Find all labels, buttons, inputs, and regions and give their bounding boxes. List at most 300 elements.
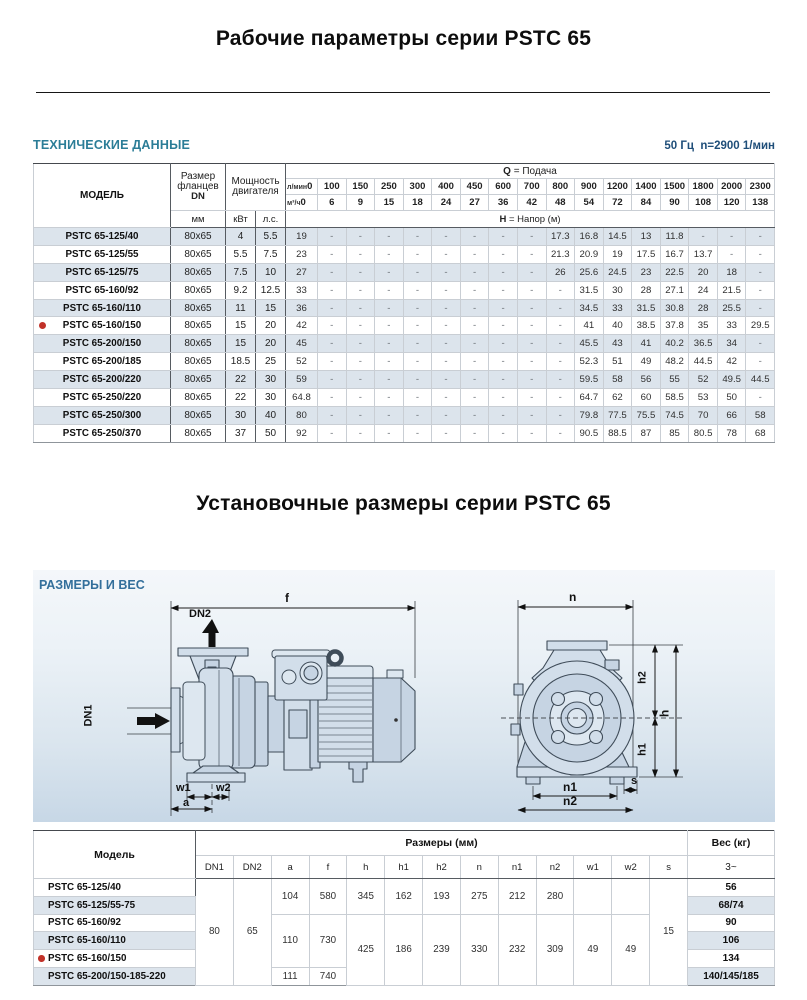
hp-header: л.с. [256, 211, 286, 228]
model-cell: PSTC 65-200/185 [34, 353, 171, 371]
model-cell: PSTC 65-125/55-75 [34, 896, 196, 914]
tech-table-row [34, 335, 775, 353]
head-value-cell: 21.3 [546, 245, 575, 263]
flange-cell: 80x65 [171, 228, 226, 246]
dim-value-cell: 110 [271, 914, 309, 967]
head-value-cell: - [318, 299, 347, 317]
flange-cell: 80x65 [171, 371, 226, 389]
dim-value-cell [612, 879, 650, 915]
head-value-cell: 27.1 [660, 281, 689, 299]
head-value-cell: 22.5 [660, 263, 689, 281]
head-value-cell: 52.3 [575, 353, 604, 371]
dim-col-header: DN1 [196, 856, 234, 879]
head-value-cell: - [318, 406, 347, 424]
head-value-cell: 64.8 [286, 389, 318, 407]
head-value-cell: 16.8 [575, 228, 604, 246]
weight-cell: 56 [688, 879, 775, 897]
head-value-cell: 44.5 [689, 353, 718, 371]
dim-label-a: a [183, 797, 190, 809]
kw-cell: 7.5 [226, 263, 256, 281]
tech-table-row [34, 424, 775, 442]
head-value-cell: - [432, 317, 461, 335]
head-value-cell: - [489, 389, 518, 407]
head-value-cell: - [432, 299, 461, 317]
head-value-cell: 49 [632, 353, 661, 371]
flow-lmin-value: 1400 [632, 179, 661, 195]
head-value-cell: - [375, 335, 404, 353]
divider-rule [36, 92, 770, 93]
tech-table-row [34, 389, 775, 407]
head-value-cell: - [318, 263, 347, 281]
hp-cell: 50 [256, 424, 286, 442]
head-value-cell: 53 [689, 389, 718, 407]
head-value-cell: - [432, 406, 461, 424]
kw-cell: 11 [226, 299, 256, 317]
head-value-cell: 48.2 [660, 353, 689, 371]
weight-cell: 134 [688, 950, 775, 968]
hp-cell: 15 [256, 299, 286, 317]
tech-table-row [34, 371, 775, 389]
head-value-cell: 30 [603, 281, 632, 299]
head-value-cell: 36.5 [689, 335, 718, 353]
hp-cell: 30 [256, 389, 286, 407]
head-value-cell: - [403, 317, 432, 335]
head-value-cell: - [489, 299, 518, 317]
head-value-cell: 43 [603, 335, 632, 353]
flow-m3h-zero-cell: м³/ч0 [286, 195, 318, 211]
head-value-cell: - [460, 424, 489, 442]
pump-side-view-drawing [127, 601, 415, 816]
dim-label-h: h [657, 709, 672, 718]
head-value-cell: 35 [689, 317, 718, 335]
head-value-cell: - [375, 424, 404, 442]
head-value-cell: - [432, 245, 461, 263]
head-value-cell: 26 [546, 263, 575, 281]
head-value-cell: - [346, 299, 375, 317]
head-value-cell: 24 [689, 281, 718, 299]
head-value-cell: 20 [689, 263, 718, 281]
head-value-cell: - [517, 317, 546, 335]
model-cell: PSTC 65-125/55 [34, 245, 171, 263]
kw-cell: 22 [226, 389, 256, 407]
head-value-cell: 16.7 [660, 245, 689, 263]
head-value-cell: 36 [286, 299, 318, 317]
head-value-cell: 33 [286, 281, 318, 299]
flow-m3h-value: 24 [432, 195, 461, 211]
head-value-cell: - [746, 299, 775, 317]
head-value-cell: - [489, 228, 518, 246]
head-value-cell: 58.5 [660, 389, 689, 407]
dim-value-cell [574, 879, 612, 915]
dimensions-section-heading: РАЗМЕРЫ И ВЕС [39, 578, 145, 592]
flow-lmin-value: 100 [318, 179, 347, 195]
tech-table-row [34, 263, 775, 281]
dim-value-cell: 212 [498, 879, 536, 915]
head-value-cell: - [746, 263, 775, 281]
tech-table-row [34, 406, 775, 424]
front-discharge-flange [547, 641, 607, 650]
q-flow-header: Q = Подача [286, 164, 775, 179]
tech-table-row [34, 245, 775, 263]
motor-foot [349, 762, 367, 782]
head-value-cell: 40.2 [660, 335, 689, 353]
frequency-note: 50 Гц n=2900 1/мин [664, 140, 775, 152]
head-value-cell: 87 [632, 424, 661, 442]
head-value-cell: 60 [632, 389, 661, 407]
head-value-cell: - [460, 335, 489, 353]
head-value-cell: - [375, 317, 404, 335]
flow-lmin-value: 250 [375, 179, 404, 195]
head-value-cell: 55 [660, 371, 689, 389]
model-cell: PSTC 65-160/150 [34, 950, 196, 968]
model-cell: PSTC 65-200/220 [34, 371, 171, 389]
head-value-cell: - [318, 371, 347, 389]
head-value-cell: 24.5 [603, 263, 632, 281]
head-value-cell: - [346, 281, 375, 299]
head-value-cell: - [403, 263, 432, 281]
flange-cell: 80x65 [171, 299, 226, 317]
kw-cell: 15 [226, 335, 256, 353]
highlight-dot [39, 322, 46, 329]
head-value-cell: - [318, 317, 347, 335]
flow-m3h-value: 120 [717, 195, 746, 211]
model-cell: PSTC 65-125/40 [34, 879, 196, 897]
flow-lmin-zero-cell: л/мин0 [286, 179, 318, 195]
hp-cell: 20 [256, 335, 286, 353]
head-value-cell: 58 [603, 371, 632, 389]
head-value-cell: 75.5 [632, 406, 661, 424]
dim-label-w2: w2 [216, 782, 231, 794]
head-value-cell: 34 [717, 335, 746, 353]
head-value-cell: - [346, 335, 375, 353]
head-value-cell: - [403, 335, 432, 353]
flange-cell: 80x65 [171, 281, 226, 299]
hp-cell: 30 [256, 371, 286, 389]
head-value-cell: - [460, 299, 489, 317]
dim-value-cell: 330 [460, 914, 498, 985]
head-value-cell: 88.5 [603, 424, 632, 442]
dim-value-cell: 186 [385, 914, 423, 985]
dim-col-header: f [309, 856, 347, 879]
head-value-cell: - [403, 406, 432, 424]
hp-cell: 40 [256, 406, 286, 424]
head-value-cell: - [546, 424, 575, 442]
head-value-cell: 25.5 [717, 299, 746, 317]
weight-cell: 68/74 [688, 896, 775, 914]
head-value-cell: 51 [603, 353, 632, 371]
weight-phase-header: 3~ [688, 856, 775, 879]
head-value-cell: - [460, 353, 489, 371]
head-value-cell: - [346, 424, 375, 442]
head-value-cell: - [517, 424, 546, 442]
head-value-cell: - [546, 335, 575, 353]
head-value-cell: 78 [717, 424, 746, 442]
head-value-cell: - [546, 281, 575, 299]
hp-cell: 12.5 [256, 281, 286, 299]
flow-lmin-value: 150 [346, 179, 375, 195]
dim-label-w1: w1 [176, 782, 191, 794]
tech-data-header-row [33, 138, 775, 152]
head-value-cell: - [403, 228, 432, 246]
head-value-cell: - [318, 353, 347, 371]
head-value-cell: - [432, 371, 461, 389]
flow-lmin-value: 800 [546, 179, 575, 195]
head-value-cell: - [432, 263, 461, 281]
model-cell: PSTC 65-200/150 [34, 335, 171, 353]
head-value-cell: - [489, 371, 518, 389]
head-value-cell: - [489, 281, 518, 299]
head-value-cell: - [517, 406, 546, 424]
dim-label-h2: h2 [636, 671, 649, 684]
tech-table-head [34, 164, 775, 228]
head-value-cell: - [318, 389, 347, 407]
head-value-cell: - [432, 281, 461, 299]
dim-label-h1: h1 [636, 743, 649, 756]
weight-cell: 90 [688, 914, 775, 932]
head-value-cell: 41 [632, 335, 661, 353]
head-value-cell: - [517, 263, 546, 281]
tech-table-row [34, 353, 775, 371]
head-value-cell: - [489, 245, 518, 263]
dim-col-header: s [650, 856, 688, 879]
flow-m3h-value: 138 [746, 195, 775, 211]
dim-value-cell: 49 [612, 914, 650, 985]
terminal-box [272, 650, 330, 700]
dim-value-cell: 280 [536, 879, 574, 915]
kw-cell: 15 [226, 317, 256, 335]
head-value-cell: 14.5 [603, 228, 632, 246]
pump-drawings [33, 570, 775, 822]
head-value-cell: - [746, 389, 775, 407]
dim-col-header: h1 [385, 856, 423, 879]
flow-lmin-value: 2300 [746, 179, 775, 195]
flange-cell: 80x65 [171, 263, 226, 281]
head-value-cell: 90.5 [575, 424, 604, 442]
head-value-cell: 27 [286, 263, 318, 281]
head-value-cell: - [489, 263, 518, 281]
flange-dn-label: DN [191, 191, 205, 202]
head-value-cell: 19 [286, 228, 318, 246]
head-value-cell: - [346, 317, 375, 335]
weight-cell: 140/145/185 [688, 967, 775, 985]
head-value-cell: - [546, 299, 575, 317]
flow-m3h-value: 42 [517, 195, 546, 211]
model-cell: PSTC 65-160/92 [34, 281, 171, 299]
col-header-power: Мощность двигателя [226, 164, 286, 211]
head-value-cell: - [489, 317, 518, 335]
dim-table-head [34, 831, 775, 879]
dim-value-cell: 740 [309, 967, 347, 985]
head-value-cell: 50 [717, 389, 746, 407]
tech-table-row [34, 317, 775, 335]
hp-cell: 10 [256, 263, 286, 281]
dim-value-cell: 49 [574, 914, 612, 985]
kw-cell: 22 [226, 371, 256, 389]
dim-value-cell: 239 [423, 914, 461, 985]
kw-cell: 9.2 [226, 281, 256, 299]
model-cell: PSTC 65-250/220 [34, 389, 171, 407]
flow-lmin-value: 900 [575, 179, 604, 195]
model-cell: PSTC 65-160/110 [34, 299, 171, 317]
fan-cover [373, 678, 415, 762]
head-value-cell: - [517, 299, 546, 317]
head-value-cell: 11.8 [660, 228, 689, 246]
dim-col-header: DN2 [233, 856, 271, 879]
dim-value-cell: 232 [498, 914, 536, 985]
head-value-cell: - [432, 353, 461, 371]
head-value-cell: - [689, 228, 718, 246]
head-value-cell: - [403, 424, 432, 442]
head-value-cell: 37.8 [660, 317, 689, 335]
dim-label-s: s [631, 775, 638, 787]
head-value-cell: - [346, 263, 375, 281]
flow-m3h-value: 9 [346, 195, 375, 211]
head-value-cell: - [489, 406, 518, 424]
model-cell: PSTC 65-160/150 [34, 317, 171, 335]
tech-data-heading: ТЕХНИЧЕСКИЕ ДАННЫЕ [33, 138, 191, 152]
head-value-cell: 41 [575, 317, 604, 335]
col-header-model: МОДЕЛЬ [34, 164, 171, 228]
head-value-cell: - [403, 353, 432, 371]
head-header: Н = Напор (м) [286, 211, 775, 228]
head-value-cell: 45 [286, 335, 318, 353]
head-value-cell: 33 [603, 299, 632, 317]
dim-col-header: h [347, 856, 385, 879]
flange-cell: 80x65 [171, 317, 226, 335]
head-value-cell: 74.5 [660, 406, 689, 424]
dim-label-f: f [285, 591, 289, 605]
head-value-cell: - [460, 263, 489, 281]
head-value-cell: - [517, 228, 546, 246]
tech-table-row [34, 228, 775, 246]
dim-value-cell: 104 [271, 879, 309, 915]
dim-col-header: n1 [498, 856, 536, 879]
dims-group-header: Размеры (мм) [196, 831, 688, 856]
flow-m3h-value: 90 [660, 195, 689, 211]
dim-value-cell: 730 [309, 914, 347, 967]
model-cell: PSTC 65-200/150-185-220 [34, 967, 196, 985]
head-value-cell: - [546, 317, 575, 335]
head-value-cell: - [346, 406, 375, 424]
dimensions-weight-table [33, 830, 775, 986]
head-value-cell: - [375, 389, 404, 407]
dim-value-cell: 111 [271, 967, 309, 985]
head-value-cell: - [746, 281, 775, 299]
head-value-cell: - [375, 406, 404, 424]
model-cell: PSTC 65-160/110 [34, 932, 196, 950]
head-value-cell: - [375, 353, 404, 371]
head-value-cell: - [375, 299, 404, 317]
head-value-cell: 29.5 [746, 317, 775, 335]
flow-lmin-value: 300 [403, 179, 432, 195]
tech-head-row-q [34, 164, 775, 179]
dim-value-cell: 65 [233, 879, 271, 986]
dim-label-n1: n1 [563, 780, 578, 794]
head-value-cell: - [546, 371, 575, 389]
hp-cell: 5.5 [256, 228, 286, 246]
dim-col-header: n [460, 856, 498, 879]
head-value-cell: - [460, 406, 489, 424]
head-value-cell: 25.6 [575, 263, 604, 281]
head-value-cell: - [546, 389, 575, 407]
model-cell: PSTC 65-250/370 [34, 424, 171, 442]
head-value-cell: 52 [689, 371, 718, 389]
head-value-cell: - [717, 245, 746, 263]
head-value-cell: 30.8 [660, 299, 689, 317]
head-value-cell: 21.5 [717, 281, 746, 299]
page-title-2: Установочные размеры серии PSTC 65 [196, 492, 611, 515]
head-value-cell: - [746, 245, 775, 263]
lmin-unit-label: л/мин [287, 184, 308, 191]
technical-data-table [33, 163, 775, 443]
head-value-cell: 80 [286, 406, 318, 424]
head-value-cell: 31.5 [575, 281, 604, 299]
dim-value-cell: 275 [460, 879, 498, 915]
head-value-cell: - [460, 228, 489, 246]
flange-cell: 80x65 [171, 389, 226, 407]
head-value-cell: 23 [632, 263, 661, 281]
head-value-cell: - [489, 424, 518, 442]
dim-col-header: w1 [574, 856, 612, 879]
dim-label-n: n [569, 590, 577, 604]
kw-cell: 4 [226, 228, 256, 246]
page-title: Рабочие параметры серии PSTC 65 [215, 27, 592, 50]
model-cell: PSTC 65-250/300 [34, 406, 171, 424]
dim-label-n2: n2 [563, 794, 578, 808]
flow-m3h-value: 6 [318, 195, 347, 211]
flow-m3h-value: 108 [689, 195, 718, 211]
head-value-cell: - [432, 389, 461, 407]
flow-m3h-value: 36 [489, 195, 518, 211]
dim-table-row [34, 879, 775, 897]
head-value-cell: - [318, 228, 347, 246]
head-value-cell: 42 [286, 317, 318, 335]
discharge-flange [178, 648, 248, 656]
tech-table-row [34, 299, 775, 317]
head-value-cell: - [403, 281, 432, 299]
suction-flange [171, 688, 180, 752]
head-value-cell: - [460, 281, 489, 299]
dim-col-header: h2 [423, 856, 461, 879]
head-value-cell: 70 [689, 406, 718, 424]
col-header-model-2: Модель [34, 831, 196, 879]
model-cell: PSTC 65-160/92 [34, 914, 196, 932]
head-value-cell: 42 [717, 353, 746, 371]
head-value-cell: 59.5 [575, 371, 604, 389]
flow-lmin-value: 1200 [603, 179, 632, 195]
kw-cell: 30 [226, 406, 256, 424]
hp-cell: 7.5 [256, 245, 286, 263]
flange-cell: 80x65 [171, 406, 226, 424]
kw-cell: 37 [226, 424, 256, 442]
head-value-cell: 13 [632, 228, 661, 246]
head-value-cell: - [517, 281, 546, 299]
kw-cell: 5.5 [226, 245, 256, 263]
head-value-cell: - [346, 228, 375, 246]
dim-value-cell: 309 [536, 914, 574, 985]
kw-header: кВт [226, 211, 256, 228]
head-value-cell: - [517, 389, 546, 407]
dn1-inlet-arrow [127, 708, 171, 734]
dim-value-cell: 162 [385, 879, 423, 915]
head-value-cell: 66 [717, 406, 746, 424]
head-value-cell: - [375, 228, 404, 246]
head-value-cell: 79.8 [575, 406, 604, 424]
head-value-cell: 44.5 [746, 371, 775, 389]
dim-col-header: n2 [536, 856, 574, 879]
col-header-flange [171, 164, 226, 211]
flow-lmin-value: 700 [517, 179, 546, 195]
